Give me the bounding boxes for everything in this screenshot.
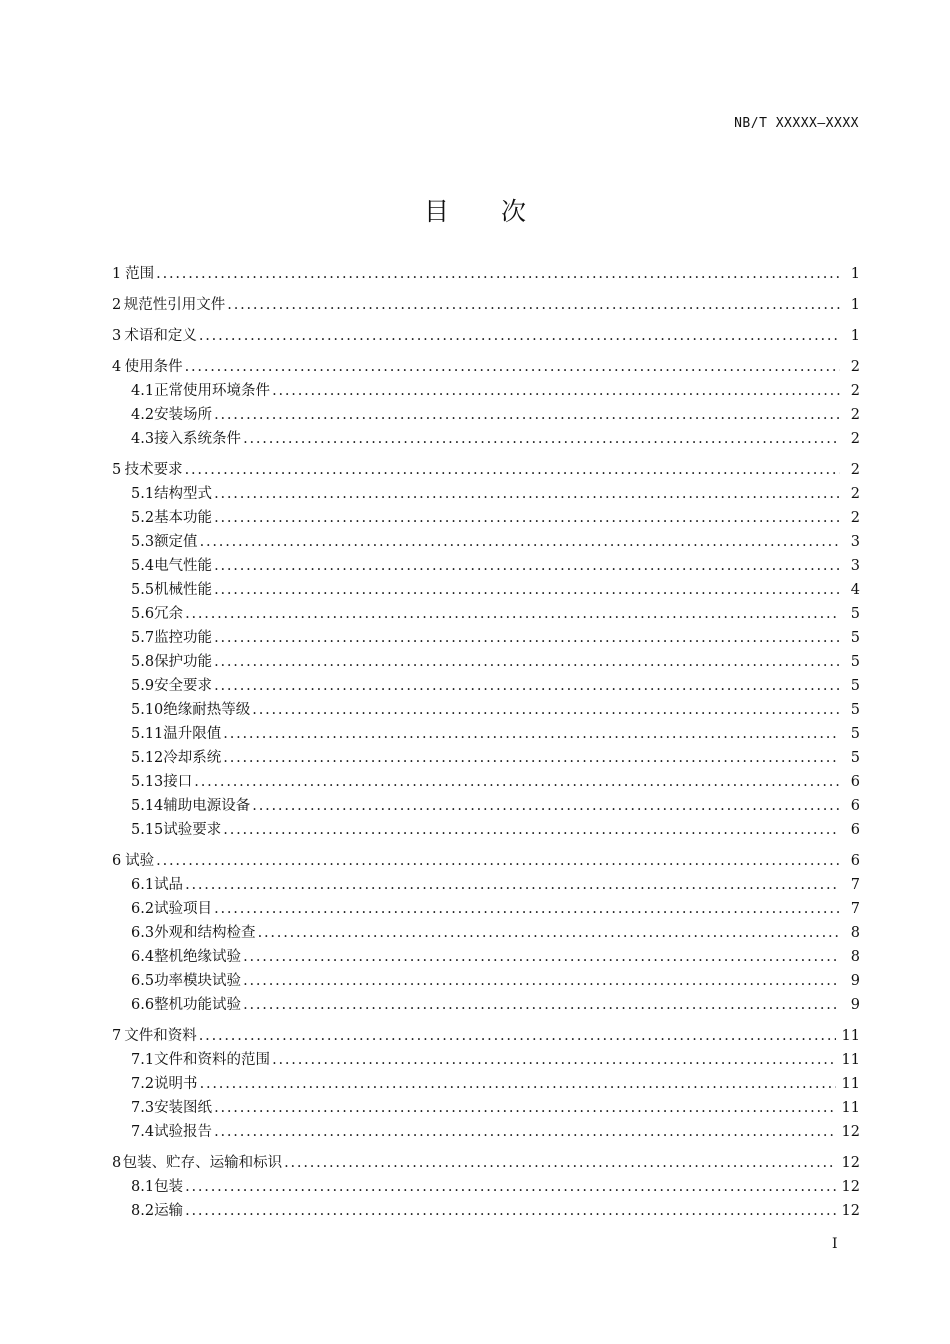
toc-entry-title: 技术要求	[124, 462, 183, 478]
toc-entry-page: 8	[850, 949, 860, 965]
toc-dot-leader	[214, 626, 840, 650]
title-part-1: 目	[423, 197, 449, 226]
page-title	[0, 192, 950, 228]
toc-entry-page: 5	[850, 606, 860, 622]
toc-entry-title: 运输	[154, 1203, 184, 1219]
toc-dot-leader	[185, 873, 840, 897]
toc-entry-number: 5.2	[131, 510, 155, 526]
toc-entry-page: 5	[850, 726, 860, 742]
toc-dot-leader	[223, 818, 840, 842]
toc-entry-title: 机械性能	[154, 582, 213, 598]
toc-entry-title: 规范性引用文件	[123, 297, 226, 313]
toc-entry-number: 4.1	[131, 383, 155, 399]
toc-section-entry[interactable]	[112, 746, 860, 770]
toc-entry-number: 5.10	[131, 702, 164, 718]
toc-entry-page: 7	[850, 877, 860, 893]
toc-dot-leader	[214, 482, 840, 506]
toc-entry-number: 5	[112, 462, 122, 478]
toc-entry-number: 5.14	[131, 798, 164, 814]
toc-entry-number: 6	[112, 853, 122, 869]
toc-chapter-entry[interactable]	[112, 293, 860, 317]
toc-section-entry[interactable]	[112, 1048, 860, 1072]
toc-entry-title: 试验要求	[163, 822, 222, 838]
toc-section-entry[interactable]	[112, 722, 860, 746]
toc-entry-page: 12	[841, 1203, 860, 1219]
toc-chapter-entry[interactable]	[112, 324, 860, 348]
toc-entry-number: 6.6	[131, 997, 155, 1013]
toc-dot-leader	[199, 1024, 836, 1048]
toc-dot-leader	[214, 1120, 835, 1144]
toc-entry-title: 电气性能	[154, 558, 213, 574]
toc-entry-number: 5.4	[131, 558, 155, 574]
toc-section-entry[interactable]	[112, 921, 860, 945]
toc-entry-number: 5.5	[131, 582, 155, 598]
toc-entry-title: 保护功能	[154, 654, 213, 670]
document-code: NB/T XXXXX—XXXX	[734, 116, 859, 131]
toc-dot-leader	[200, 1072, 836, 1096]
toc-section-entry[interactable]	[112, 403, 860, 427]
title-part-2: 次	[501, 197, 527, 226]
toc-entry-page: 6	[850, 853, 860, 869]
toc-entry-page: 5	[850, 678, 860, 694]
toc-entry-number: 7	[112, 1028, 122, 1044]
toc-entry-title: 冷却系统	[163, 750, 222, 766]
toc-entry-number: 7.2	[131, 1076, 155, 1092]
toc-entry-page: 5	[850, 630, 860, 646]
toc-dot-leader	[214, 897, 840, 921]
toc-section-entry[interactable]	[112, 482, 860, 506]
toc-entry-page: 6	[850, 822, 860, 838]
toc-entry-page: 12	[841, 1155, 860, 1171]
toc-dot-leader	[156, 262, 840, 286]
toc-entry-number: 5.15	[131, 822, 164, 838]
toc-entry-title: 辅助电源设备	[163, 798, 251, 814]
toc-chapter-entry[interactable]	[112, 355, 860, 379]
toc-dot-leader	[214, 1096, 835, 1120]
toc-entry-page: 2	[850, 407, 860, 423]
toc-section-entry[interactable]	[112, 770, 860, 794]
toc-section-entry[interactable]	[112, 530, 860, 554]
toc-entry-title: 整机绝缘试验	[154, 949, 242, 965]
toc-section-entry[interactable]	[112, 1175, 860, 1199]
toc-entry-page: 11	[841, 1076, 860, 1092]
toc-entry-number: 5.1	[131, 486, 155, 502]
toc-entry-page: 6	[850, 774, 860, 790]
toc-entry-title: 试验报告	[154, 1124, 213, 1140]
toc-entry-page: 11	[841, 1052, 860, 1068]
toc-section-entry[interactable]	[112, 873, 860, 897]
toc-entry-title: 整机功能试验	[154, 997, 242, 1013]
toc-entry-page: 3	[850, 534, 860, 550]
toc-entry-number: 5.13	[131, 774, 164, 790]
toc-entry-number: 6.1	[131, 877, 155, 893]
toc-dot-leader	[258, 921, 840, 945]
toc-dot-leader	[185, 1199, 835, 1223]
toc-entry-title: 绝缘耐热等级	[163, 702, 251, 718]
toc-section-entry[interactable]	[112, 969, 860, 993]
toc-entry-number: 5.8	[131, 654, 155, 670]
toc-entry-title: 接口	[163, 774, 193, 790]
toc-entry-page: 2	[850, 383, 860, 399]
toc-chapter-entry[interactable]	[112, 1024, 860, 1048]
toc-section-entry[interactable]	[112, 818, 860, 842]
toc-dot-leader	[243, 945, 840, 969]
toc-dot-leader	[284, 1151, 835, 1175]
toc-dot-leader	[156, 849, 840, 873]
toc-entry-title: 说明书	[154, 1076, 198, 1092]
toc-entry-page: 7	[850, 901, 860, 917]
toc-entry-title: 结构型式	[154, 486, 213, 502]
toc-dot-leader	[200, 530, 840, 554]
toc-chapter-entry[interactable]	[112, 849, 860, 873]
toc-entry-title: 文件和资料	[124, 1028, 197, 1044]
toc-dot-leader	[214, 674, 840, 698]
toc-dot-leader	[199, 324, 840, 348]
toc-entry-title: 试验项目	[154, 901, 213, 917]
toc-entry-page: 1	[850, 328, 860, 344]
toc-entry-page: 5	[850, 654, 860, 670]
toc-dot-leader	[252, 794, 840, 818]
toc-entry-page: 1	[850, 297, 860, 313]
toc-entry-page: 2	[850, 359, 860, 375]
toc-section-entry[interactable]	[112, 626, 860, 650]
toc-dot-leader	[223, 722, 840, 746]
toc-dot-leader	[185, 602, 840, 626]
toc-dot-leader	[272, 1048, 835, 1072]
toc-section-entry[interactable]	[112, 897, 860, 921]
toc-section-entry[interactable]	[112, 602, 860, 626]
toc-entry-number: 4.2	[131, 407, 155, 423]
toc-entry-number: 4.3	[131, 431, 155, 447]
toc-entry-page: 8	[850, 925, 860, 941]
toc-entry-title: 功率模块试验	[154, 973, 242, 989]
toc-entry-page: 11	[841, 1028, 860, 1044]
toc-entry-page: 2	[850, 486, 860, 502]
toc-chapter-entry[interactable]	[112, 458, 860, 482]
toc-entry-title: 包装、贮存、运输和标识	[122, 1155, 283, 1171]
toc-section-entry[interactable]	[112, 993, 860, 1017]
toc-entry-number: 7.4	[131, 1124, 155, 1140]
toc-entry-title: 额定值	[154, 534, 198, 550]
toc-entry-page: 9	[850, 997, 860, 1013]
toc-entry-number: 8	[112, 1155, 122, 1171]
toc-entry-title: 冗余	[154, 606, 184, 622]
toc-entry-page: 3	[850, 558, 860, 574]
toc-entry-page: 2	[850, 510, 860, 526]
footer-page-number: I	[832, 1236, 838, 1252]
toc-entry-number: 6.2	[131, 901, 155, 917]
toc-entry-title: 基本功能	[154, 510, 213, 526]
toc-entry-title: 安装场所	[154, 407, 213, 423]
toc-section-entry[interactable]	[112, 794, 860, 818]
toc-section-entry[interactable]	[112, 1072, 860, 1096]
toc-chapter-entry[interactable]	[112, 262, 860, 286]
toc-section-entry[interactable]	[112, 698, 860, 722]
toc-section-entry[interactable]	[112, 427, 860, 451]
toc-entry-number: 6.4	[131, 949, 155, 965]
toc-entry-title: 安全要求	[154, 678, 213, 694]
table-of-contents	[112, 262, 860, 1223]
toc-entry-number: 5.11	[131, 726, 164, 742]
toc-entry-title: 使用条件	[124, 359, 183, 375]
toc-section-entry[interactable]	[112, 674, 860, 698]
toc-entry-number: 6.3	[131, 925, 155, 941]
toc-entry-number: 8.1	[131, 1179, 155, 1195]
toc-entry-number: 5.3	[131, 534, 155, 550]
toc-entry-number: 6.5	[131, 973, 155, 989]
toc-section-entry[interactable]	[112, 650, 860, 674]
toc-entry-title: 包装	[154, 1179, 184, 1195]
toc-entry-page: 12	[841, 1124, 860, 1140]
toc-section-entry[interactable]	[112, 554, 860, 578]
toc-entry-page: 2	[850, 431, 860, 447]
toc-section-entry[interactable]	[112, 578, 860, 602]
toc-entry-number: 5.7	[131, 630, 155, 646]
toc-entry-title: 监控功能	[154, 630, 213, 646]
toc-entry-number: 2	[112, 297, 122, 313]
toc-dot-leader	[252, 698, 840, 722]
toc-entry-page: 5	[850, 750, 860, 766]
toc-entry-title: 外观和结构检查	[154, 925, 256, 941]
toc-entry-number: 7.1	[131, 1052, 155, 1068]
toc-entry-page: 5	[850, 702, 860, 718]
toc-entry-title: 温升限值	[163, 726, 222, 742]
toc-entry-page: 2	[850, 462, 860, 478]
toc-entry-page: 4	[850, 582, 860, 598]
toc-dot-leader	[243, 969, 840, 993]
toc-entry-title: 试验	[125, 853, 155, 869]
toc-dot-leader	[185, 355, 840, 379]
toc-entry-page: 11	[841, 1100, 860, 1116]
toc-dot-leader	[214, 650, 840, 674]
toc-dot-leader	[185, 1175, 835, 1199]
toc-entry-number: 5.9	[131, 678, 155, 694]
toc-section-entry[interactable]	[112, 1096, 860, 1120]
toc-entry-title: 范围	[125, 266, 155, 282]
toc-entry-page: 12	[841, 1179, 860, 1195]
toc-entry-title: 术语和定义	[124, 328, 197, 344]
toc-dot-leader	[214, 578, 840, 602]
toc-dot-leader	[214, 554, 840, 578]
toc-entry-number: 4	[112, 359, 122, 375]
toc-dot-leader	[214, 506, 840, 530]
toc-entry-number: 3	[112, 328, 122, 344]
toc-entry-title: 接入系统条件	[154, 431, 242, 447]
toc-entry-title: 文件和资料的范围	[154, 1052, 271, 1068]
toc-entry-number: 8.2	[131, 1203, 155, 1219]
toc-entry-number: 5.12	[131, 750, 164, 766]
toc-entry-number: 1	[112, 266, 122, 282]
toc-entry-title: 试品	[154, 877, 184, 893]
toc-entry-number: 5.6	[131, 606, 155, 622]
toc-section-entry[interactable]	[112, 1199, 860, 1223]
toc-dot-leader	[223, 746, 840, 770]
toc-entry-number: 7.3	[131, 1100, 155, 1116]
toc-dot-leader	[194, 770, 840, 794]
toc-chapter-entry[interactable]	[112, 1151, 860, 1175]
toc-entry-page: 9	[850, 973, 860, 989]
toc-dot-leader	[272, 379, 840, 403]
toc-dot-leader	[243, 427, 840, 451]
toc-dot-leader	[227, 293, 840, 317]
toc-section-entry[interactable]	[112, 945, 860, 969]
toc-dot-leader	[185, 458, 840, 482]
toc-dot-leader	[243, 993, 840, 1017]
toc-entry-page: 1	[850, 266, 860, 282]
toc-section-entry[interactable]	[112, 379, 860, 403]
toc-dot-leader	[214, 403, 840, 427]
toc-entry-title: 安装图纸	[154, 1100, 213, 1116]
toc-entry-title: 正常使用环境条件	[154, 383, 271, 399]
toc-entry-page: 6	[850, 798, 860, 814]
toc-section-entry[interactable]	[112, 1120, 860, 1144]
toc-section-entry[interactable]	[112, 506, 860, 530]
